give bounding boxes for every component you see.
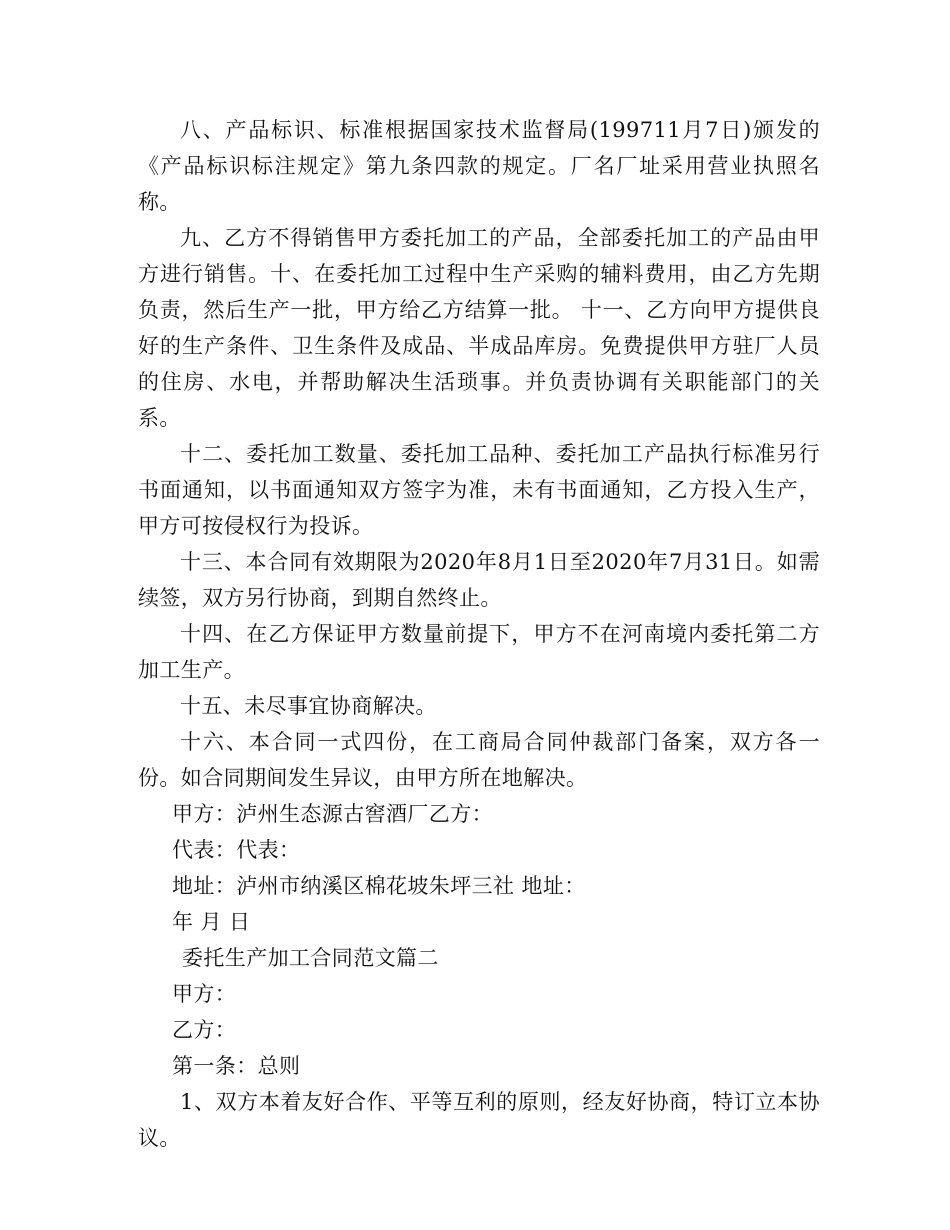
party-b-line: 乙方： [172,1018,237,1042]
clause-9-11-paragraph: 九、乙方不得销售甲方委托加工的产品，全部委托加工的产品由甲方进行销售。十、在委托加工过程中生产采购的辅料费用，由乙方先期负责，然后生产一批，甲方给乙方结算一批。 十一、乙方向甲方提供良好的生产条件、卫生条件及成品、半成品库房。免费提供甲方驻厂人员的住房、水电，并帮助解决生活琐事。并负责协调有关职能部门的关系。 [138,226,820,430]
clause-14-paragraph: 十四、在乙方保证甲方数量前提下，甲方不在河南境内委托第二方加工生产。 [138,622,820,682]
clause-8-paragraph: 八、产品标识、标准根据国家技术监督局(199711月7日)颁发的《产品标识标注规定》第九条四款的规定。厂名厂址采用营业执照名称。 [138,118,820,214]
section-title: 委托生产加工合同范文篇二 [182,946,439,970]
clause-12-paragraph: 十二、委托加工数量、委托加工品种、委托加工产品执行标准另行书面通知，以书面通知双方签字为准，未有书面通知，乙方投入生产，甲方可按侵权行为投诉。 [138,442,820,538]
signature-date-line: 年 月 日 [172,910,251,934]
signature-address-line: 地址：泸州市纳溪区棉花坡朱坪三社 地址： [172,874,586,898]
signature-party-line: 甲方：泸州生态源古窖酒厂乙方： [172,802,493,826]
signature-representative-line: 代表：代表： [172,838,301,862]
article-one-heading: 第一条：总则 [172,1054,301,1078]
clause-one-paragraph: 1、双方本着友好合作、平等互利的原则，经友好协商，特订立本协议。 [138,1090,820,1150]
party-a-line: 甲方： [172,982,237,1006]
clause-15-paragraph: 十五、未尽事宜协商解决。 [180,694,437,718]
clause-13-paragraph: 十三、本合同有效期限为2020年8月1日至2020年7月31日。如需续签，双方另行协商，到期自然终止。 [138,550,820,610]
clause-16-paragraph: 十六、本合同一式四份，在工商局合同仲裁部门备案，双方各一份。如合同期间发生异议，由甲方所在地解决。 [138,730,820,790]
